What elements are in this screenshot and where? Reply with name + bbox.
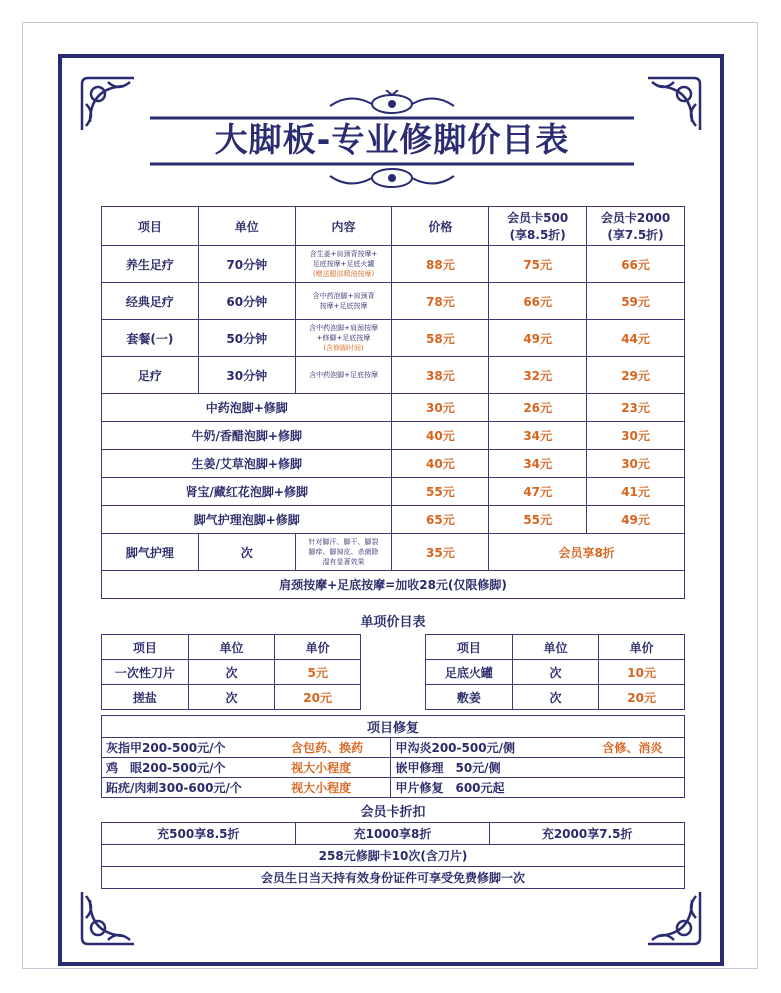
item-name: 经典足疗 [102,283,199,320]
repair-table [101,715,685,798]
header-cell: 价格 [392,207,489,246]
table-row [102,283,685,320]
member-card-table [101,822,685,889]
single-items-table-left [101,634,361,710]
member500-price: 32元 [489,357,587,394]
table-row [102,478,685,506]
item-price: 20元 [599,685,685,710]
member2000-price: 49元 [587,506,685,534]
item-name: 中药泡脚+修脚 [102,394,392,422]
header-cell: 单位 [198,207,295,246]
item-unit: 次 [188,685,275,710]
item-price: 38元 [392,357,489,394]
item-name: 肾宝/藏红花泡脚+修脚 [102,478,392,506]
item-unit: 50分钟 [198,320,295,357]
member2000-price: 66元 [587,246,685,283]
table-row [102,450,685,478]
page-title: 大脚板-专业修脚价目表 [214,120,570,159]
item-unit: 70分钟 [198,246,295,283]
section-title-row [102,716,685,738]
member2000-price: 23元 [587,394,685,422]
item-price: 40元 [392,450,489,478]
member500-price: 66元 [489,283,587,320]
item-unit: 次 [188,660,275,685]
flower-ornament-icon [150,162,634,192]
table-row [102,778,685,798]
item-content: 含生姜+肩颈背按摩+ 足底按摩+足底火罐 (赠送腿部精油按摩) [295,246,392,283]
table-row [426,660,685,685]
table-row [102,357,685,394]
card-package: 258元修脚卡10次(含刀片) [102,845,685,867]
header-cell: 项目 [102,635,189,660]
item-price: 58元 [392,320,489,357]
item-name: 足底火罐 [426,660,513,685]
repair-item: 甲沟炎200-500元/侧 [391,738,581,758]
card-option: 充500享8.5折 [102,823,296,845]
corner-ornament-icon [644,74,704,134]
header-cell: 会员卡500 (享8.5折) [489,207,587,246]
repair-note: 视大小程度 [291,778,391,798]
table-row [426,685,685,710]
item-price: 55元 [392,478,489,506]
member500-price: 34元 [489,450,587,478]
card-option: 充2000享7.5折 [490,823,685,845]
table-header-row [426,635,685,660]
item-content: 含中药泡脚+肩颈按摩 +修脚+足底按摩 (含修脚时间) [295,320,392,357]
table-footer-row [102,571,685,599]
member500-price: 75元 [489,246,587,283]
item-name: 养生足疗 [102,246,199,283]
item-name: 生姜/艾草泡脚+修脚 [102,450,392,478]
corner-ornament-icon [78,74,138,134]
table-header-row [102,635,361,660]
member2000-price: 59元 [587,283,685,320]
item-price: 88元 [392,246,489,283]
table-row [102,394,685,422]
birthday-note: 会员生日当天持有效身份证件可享受免费修脚一次 [102,867,685,889]
footer-note: 肩颈按摩+足底按摩=加收28元(仅限修脚) [102,571,685,599]
repair-item: 灰指甲200-500元/个 [102,738,292,758]
item-name: 一次性刀片 [102,660,189,685]
item-price: 40元 [392,422,489,450]
repair-note [581,758,685,778]
single-items-table-right [425,634,685,710]
header-cell: 单价 [275,635,361,660]
table-row [102,246,685,283]
table-row [102,845,685,867]
member-discount: 会员享8折 [489,534,685,571]
single-items-title: 单项价目表 [360,615,426,630]
item-unit: 次 [512,660,599,685]
item-content: 含中药泡脚+肩颈背 按摩+足底按摩 [295,283,392,320]
item-unit: 60分钟 [198,283,295,320]
table-row [102,758,685,778]
member500-price: 34元 [489,422,587,450]
repair-note: 视大小程度 [291,758,391,778]
item-name: 脚气护理泡脚+修脚 [102,506,392,534]
item-price: 10元 [599,660,685,685]
repair-item: 鸡 眼200-500元/个 [102,758,292,778]
table-row [102,738,685,758]
header-cell: 单位 [512,635,599,660]
repair-note: 含包药、换药 [291,738,391,758]
main-price-table [101,206,685,599]
table-row [102,320,685,357]
table-row [102,867,685,889]
member500-price: 47元 [489,478,587,506]
member2000-price: 41元 [587,478,685,506]
repair-item: 跖疣/肉刺300-600元/个 [102,778,292,798]
table-row [102,534,685,571]
table-row [102,506,685,534]
item-price: 78元 [392,283,489,320]
corner-ornament-icon [78,888,138,948]
member2000-price: 30元 [587,422,685,450]
title-block [150,90,634,190]
corner-ornament-icon [644,888,704,948]
member2000-price: 29元 [587,357,685,394]
item-price: 65元 [392,506,489,534]
item-unit: 次 [512,685,599,710]
item-content: 含中药泡脚+足底按摩 [295,357,392,394]
table-row [102,685,361,710]
repair-item: 嵌甲修理 50元/侧 [391,758,581,778]
item-price: 5元 [275,660,361,685]
header-cell: 内容 [295,207,392,246]
member2000-price: 44元 [587,320,685,357]
repair-item: 甲片修复 600元起 [391,778,581,798]
repair-note: 含修、消炎 [581,738,685,758]
repair-note [581,778,685,798]
header-cell: 单位 [188,635,275,660]
member-card-title: 会员卡折扣 [360,805,426,820]
item-name: 套餐(一) [102,320,199,357]
item-name: 敷姜 [426,685,513,710]
item-name: 脚气护理 [102,534,199,571]
member2000-price: 30元 [587,450,685,478]
item-content: 针对脚汗、脚干、脚裂 脚痒、脚掉皮、杀菌除 湿有显著效果 [295,534,392,571]
item-name: 牛奶/香醋泡脚+修脚 [102,422,392,450]
item-price: 35元 [392,534,489,571]
header-cell: 项目 [426,635,513,660]
member500-price: 49元 [489,320,587,357]
table-header-row [102,207,685,246]
header-cell: 单价 [599,635,685,660]
header-cell: 项目 [102,207,199,246]
card-option: 充1000享8折 [295,823,490,845]
header-cell: 会员卡2000 (享7.5折) [587,207,685,246]
item-name: 足疗 [102,357,199,394]
table-row [102,660,361,685]
table-row [102,823,685,845]
item-price: 20元 [275,685,361,710]
member500-price: 55元 [489,506,587,534]
item-price: 30元 [392,394,489,422]
item-unit: 30分钟 [198,357,295,394]
flower-ornament-icon [150,90,634,120]
item-name: 搓盐 [102,685,189,710]
member500-price: 26元 [489,394,587,422]
table-row [102,422,685,450]
item-unit: 次 [198,534,295,571]
repair-title: 项目修复 [102,716,685,738]
